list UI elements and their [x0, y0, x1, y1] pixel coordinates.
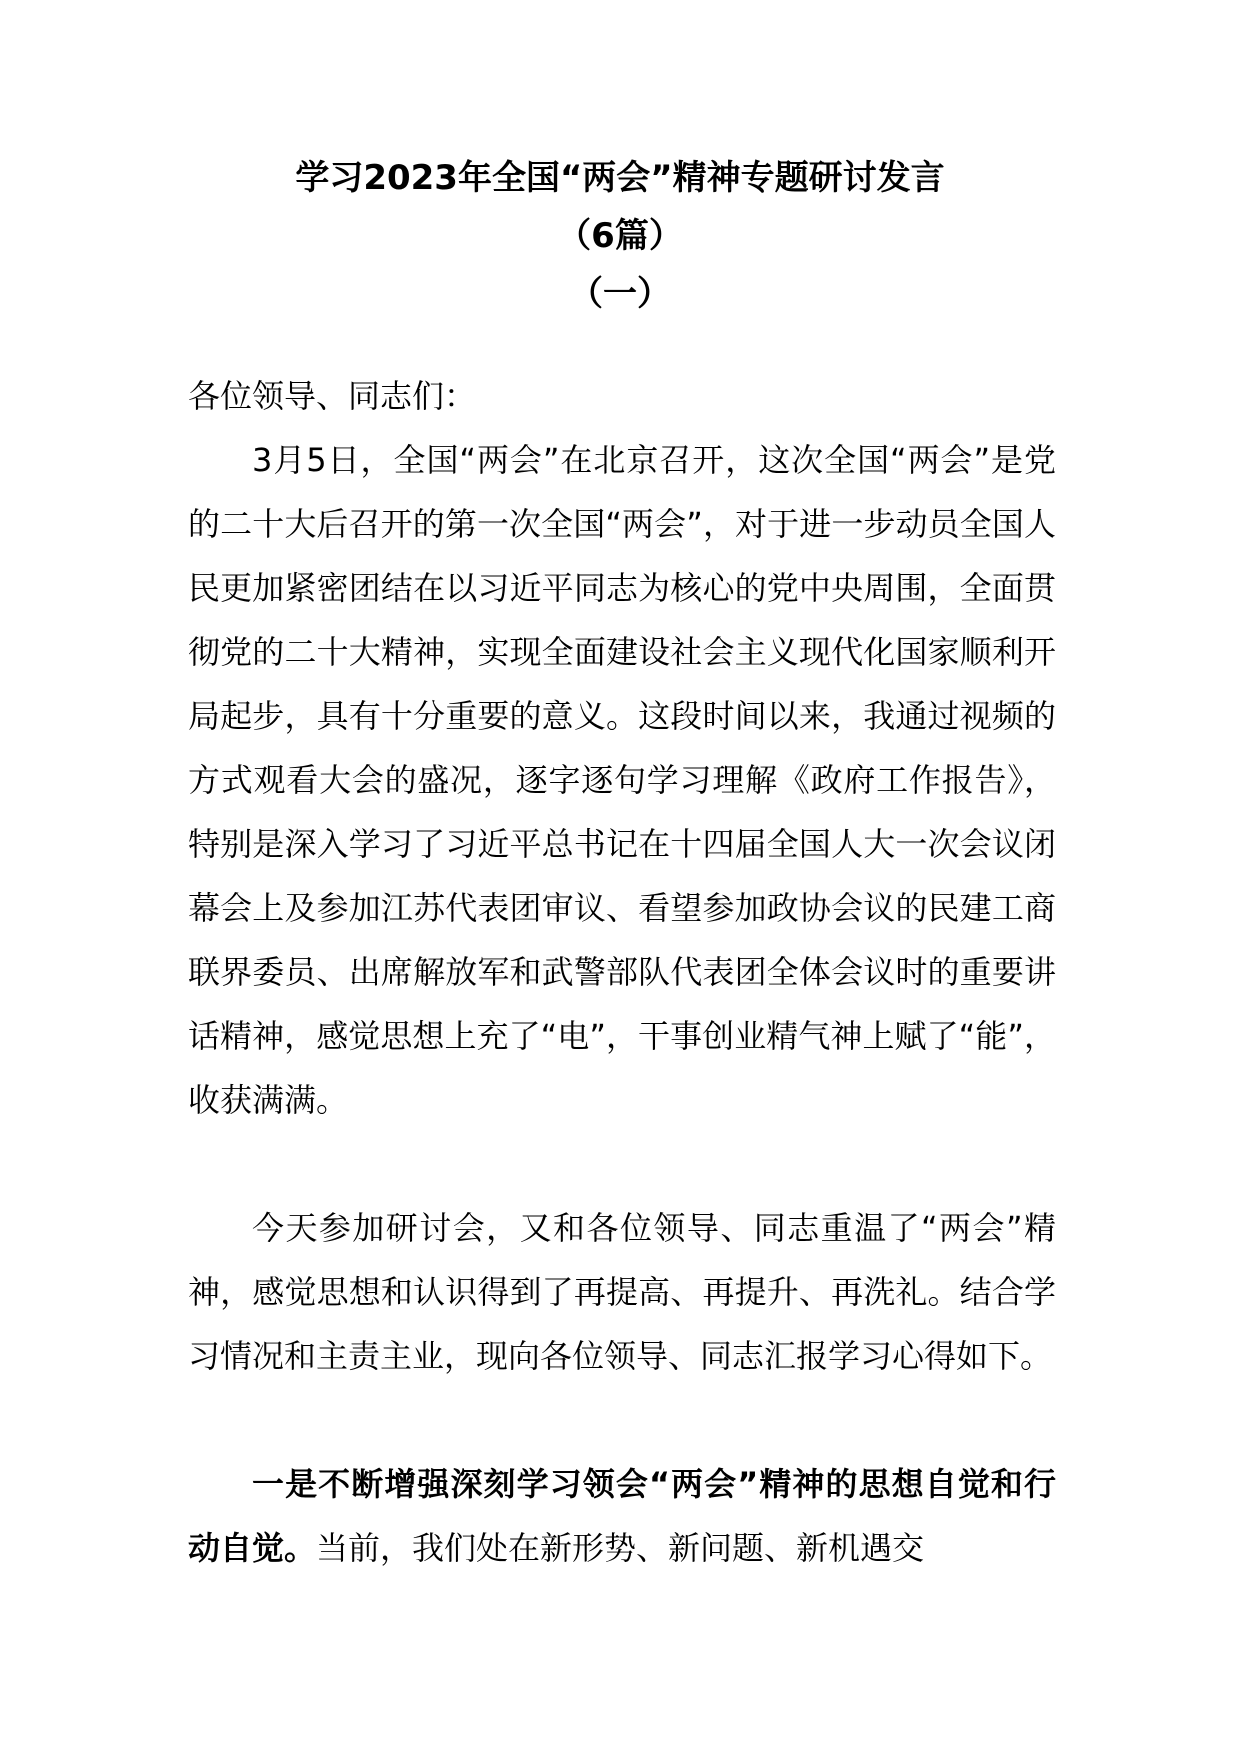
section-number: （一） [569, 274, 671, 314]
document-title: 学习2023年全国“两会”精神专题研讨发言 [295, 158, 945, 198]
salutation: 各位领导、同志们： [188, 377, 477, 415]
point-one-text: 当前，我们处在新形势、新问题、新机遇交 [316, 1529, 925, 1567]
paragraph-2: 今天参加研讨会，又和各位领导、同志重温了“两会”精神，感觉思想和认识得到了再提高、再提升、再洗礼。结合学习情况和主责主业，现向各位领导、同志汇报学习心得如下。 [188, 1209, 1056, 1375]
paragraph-1: 3月5日，全国“两会”在北京召开，这次全国“两会”是党的二十大后召开的第一次全国“两会”，对于进一步动员全国人民更加紧密团结在以习近平同志为核心的党中央周围，全面贯彻党的二十大精神，实现全面建设社会主义现代化国家顺利开局起步，具有十分重要的意义。这段时间以来，我通过视频的方式观看大会的盛况，逐字逐句学习理解《政府工作报告》，特别是深入学习了习近平总书记在十四届全国人大一次会议闭幕会上及参加江苏代表团审议、看望参加政协会议的民建工商联界委员、出席解放军和武警部队代表团全体会议时的重要讲话精神，感觉思想上充了“电”，干事创业精气神上赋了“能”，收获满满。 [188, 441, 1056, 1119]
document-subtitle: （6篇） [557, 216, 683, 256]
paragraph-point-one [188, 1452, 1056, 1580]
point-one-heading: 一是不断增强深刻学习领会“两会”精神的思想自觉和行动自觉。 [188, 1465, 1056, 1567]
